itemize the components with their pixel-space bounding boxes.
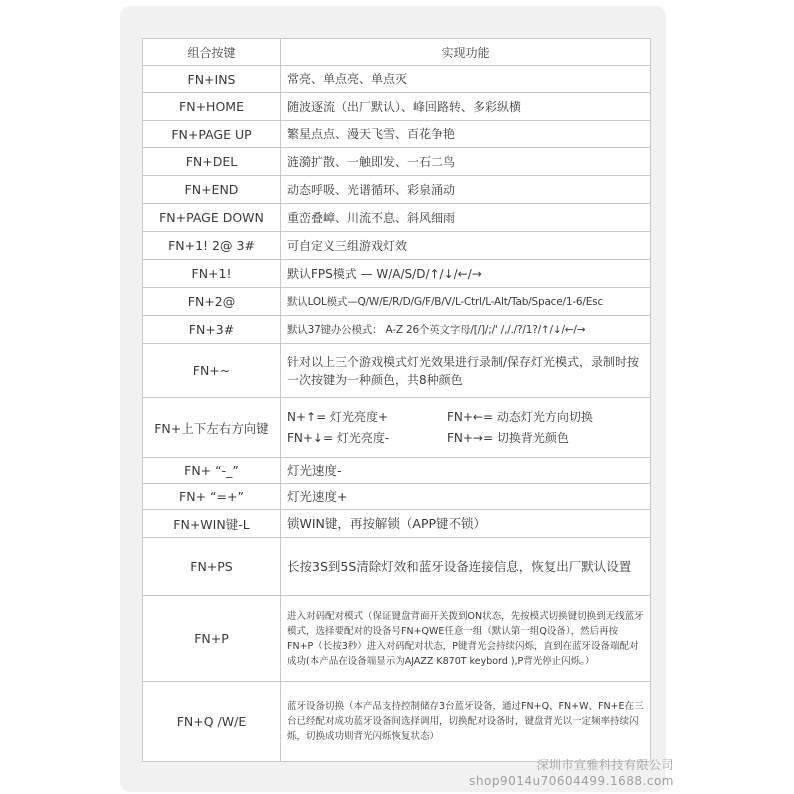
combo-cell: FN+~ <box>143 344 281 398</box>
function-cell: 默认FPS模式 — W/A/S/D/↑/↓/←/→ <box>281 260 651 288</box>
function-cell: 涟漪扩散、一触即发、一石二鸟 <box>281 148 651 176</box>
table-row <box>143 176 651 204</box>
combo-cell: FN+上下左右方向键 <box>143 398 281 458</box>
table-row <box>143 232 651 260</box>
function-cell: 长按3S到5S清除灯效和蓝牙设备连接信息，恢复出厂默认设置 <box>281 538 651 596</box>
combo-cell: FN+PAGE UP <box>143 121 281 148</box>
function-cell: 蓝牙设备切换（本产品支持控制储存3台蓝牙设备，通过FN+Q、FN+W、FN+E在三台已经配对成功蓝牙设备间选择调用，切换配对设备时，键盘背光以一定频率持续闪烁，切换成功则背光闪烁恢复状态） <box>281 682 651 762</box>
combo-cell: FN+Q /W/E <box>143 682 281 762</box>
function-cell: 针对以上三个游戏模式灯光效果进行录制/保存灯光模式，录制时按一次按键为一种颜色，共8种颜色 <box>281 344 651 398</box>
brightness-up-text: N+↑= 灯光亮度+ <box>287 410 389 424</box>
function-cell: 重峦叠嶂、川流不息、斜风细雨 <box>281 204 651 232</box>
combo-cell: FN+1! 2@ 3# <box>143 232 281 260</box>
watermark-company: 深圳市宣雅科技有限公司 <box>536 758 674 772</box>
table-row <box>143 93 651 121</box>
combo-cell: FN+PS <box>143 538 281 596</box>
table-row <box>143 596 651 682</box>
combo-cell: FN+ “-_” <box>143 458 281 484</box>
color-switch-text: FN+→= 切换背光颜色 <box>447 431 569 445</box>
combo-cell: FN+END <box>143 176 281 204</box>
table-row <box>143 260 651 288</box>
table-row <box>143 484 651 510</box>
table-row <box>143 344 651 398</box>
header-combo: 组合按键 <box>143 39 281 66</box>
direction-key-grid <box>287 408 644 447</box>
table-row <box>143 682 651 762</box>
function-cell: 可自定义三组游戏灯效 <box>281 232 651 260</box>
table-row <box>143 510 651 538</box>
function-cell: 繁星点点、漫天飞雪、百花争艳 <box>281 121 651 148</box>
table-row <box>143 148 651 176</box>
function-cell: 默认LOL模式—Q/W/E/R/D/G/F/B/V/L-Ctrl/L-Alt/Tab/Space/1-6/Esc <box>281 288 651 316</box>
table-row <box>143 398 651 458</box>
combo-cell: FN+DEL <box>143 148 281 176</box>
watermark-shop-url: shop9014u70604499.1688.com <box>469 774 674 788</box>
table-row <box>143 538 651 596</box>
table-row <box>143 288 651 316</box>
combo-cell: FN+2@ <box>143 288 281 316</box>
function-cell: 灯光速度- <box>281 458 651 484</box>
brightness-down-text: FN+↓= 灯光亮度- <box>287 431 390 445</box>
combo-cell: FN+1! <box>143 260 281 288</box>
combo-cell: FN+ “=+” <box>143 484 281 510</box>
combo-cell: FN+P <box>143 596 281 682</box>
direction-switch-text: FN+←= 动态灯光方向切换 <box>447 410 593 424</box>
header-function: 实现功能 <box>281 39 651 66</box>
function-cell: 灯光速度+ <box>281 484 651 510</box>
table-row <box>143 316 651 344</box>
function-cell: 常亮、单点亮、单点灭 <box>281 66 651 93</box>
shortcut-table <box>142 38 651 762</box>
table-header-row <box>143 39 651 66</box>
combo-cell: FN+INS <box>143 66 281 93</box>
function-cell: 默认37键办公模式： A-Z 26个英文字母/[/]/;/' /,/./?/1?/↑/↓/←/→ <box>281 316 651 344</box>
table-row <box>143 458 651 484</box>
combo-cell: FN+PAGE DOWN <box>143 204 281 232</box>
combo-cell: FN+WIN键-L <box>143 510 281 538</box>
function-cell: 动态呼吸、光谱循环、彩泉涌动 <box>281 176 651 204</box>
table-row <box>143 121 651 148</box>
combo-cell: FN+3# <box>143 316 281 344</box>
table-row <box>143 204 651 232</box>
table-row <box>143 66 651 93</box>
function-cell: 随波逐流（出厂默认）、峰回路转、多彩纵横 <box>281 93 651 121</box>
function-cell <box>281 398 651 458</box>
function-cell: 进入对码配对模式（保证键盘背面开关拨到ON状态，先按模式切换键切换到无线蓝牙模式，选择要配对的设备号FN+QWE任意一组（默认第一组Q设备），然后再按FN+P（长按3秒）进入对码配对状态，P键背光会持续闪烁，直到在蓝牙设备端配对成功(本产品在设备端显示为AJAZZ K870T keybord ),P背光停止闪烁。） <box>281 596 651 682</box>
function-cell: 锁WIN键，再按解锁（APP键不锁） <box>281 510 651 538</box>
combo-cell: FN+HOME <box>143 93 281 121</box>
